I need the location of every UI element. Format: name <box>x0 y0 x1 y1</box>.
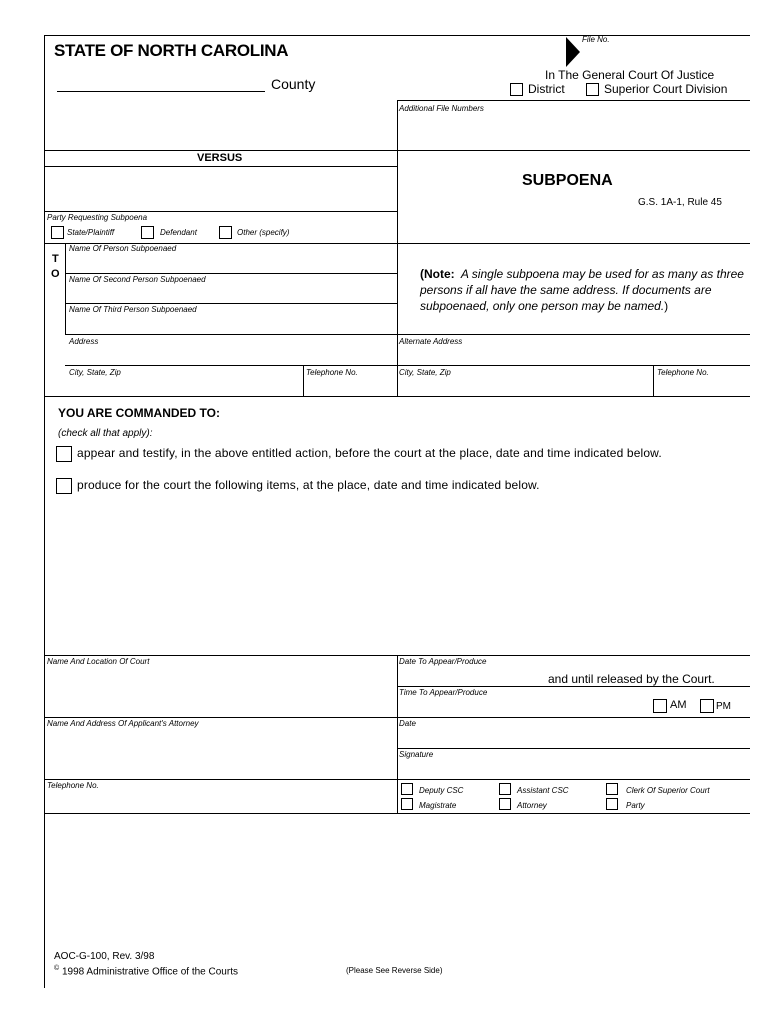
note-suffix: ) <box>664 299 669 313</box>
magistrate-label: Magistrate <box>419 801 457 810</box>
deputy-csc-label: Deputy CSC <box>419 786 464 795</box>
to-letter-o: O <box>51 268 60 280</box>
copyright-line <box>54 965 238 977</box>
attorney-telephone-label: Telephone No. <box>47 781 99 790</box>
check-all-instruction: (check all that apply): <box>58 428 153 439</box>
person2-label: Name Of Second Person Subpoenaed <box>69 275 206 284</box>
district-label: District <box>528 82 565 96</box>
defendant-checkbox[interactable] <box>141 226 154 239</box>
other-checkbox[interactable] <box>219 226 232 239</box>
until-released-text: and until released by the Court. <box>548 672 715 686</box>
note-text: A single subpoena may be used for as many as three persons if all have the same address. If documents are subpoenaed, only one person may be named. <box>420 267 744 313</box>
subpoena-title: SUBPOENA <box>522 172 613 189</box>
file-no-label: File No. <box>582 35 610 44</box>
subpoena-note <box>420 266 750 314</box>
court-location-label: Name And Location Of Court <box>47 657 150 666</box>
district-checkbox[interactable] <box>510 83 523 96</box>
person3-label: Name Of Third Person Subpoenaed <box>69 305 197 314</box>
reverse-side-note: (Please See Reverse Side) <box>346 966 443 975</box>
attorney-checkbox[interactable] <box>499 798 511 810</box>
address-label: Address <box>69 337 99 346</box>
versus-label: VERSUS <box>197 152 243 164</box>
pm-label: PM <box>716 701 731 712</box>
court-title: In The General Court Of Justice <box>545 68 715 82</box>
pm-checkbox[interactable] <box>700 699 714 713</box>
file-no-arrow-icon <box>566 37 580 67</box>
assistant-csc-label: Assistant CSC <box>517 786 569 795</box>
state-title: STATE OF NORTH CAROLINA <box>54 41 289 60</box>
alt-telephone-label: Telephone No. <box>657 368 709 377</box>
date-signed-label: Date <box>399 719 416 728</box>
other-specify-label: Other (specify) <box>237 228 290 237</box>
appear-testify-label: appear and testify, in the above entitled action, before the court at the place, date and time indicated below. <box>77 446 662 460</box>
produce-items-label: produce for the court the following items, at the place, date and time indicated below. <box>77 478 540 492</box>
alternate-address-label: Alternate Address <box>399 337 463 346</box>
defendant-label: Defendant <box>160 228 197 237</box>
party-requesting-label: Party Requesting Subpoena <box>47 213 148 222</box>
additional-file-numbers-label: Additional File Numbers <box>399 104 484 113</box>
clerk-superior-court-label: Clerk Of Superior Court <box>626 786 710 795</box>
signature-label: Signature <box>399 750 434 759</box>
form-number: AOC-G-100, Rev. 3/98 <box>54 951 155 962</box>
am-label: AM <box>670 699 687 711</box>
party-option-label: Party <box>626 801 645 810</box>
magistrate-checkbox[interactable] <box>401 798 413 810</box>
attorney-option-label: Attorney <box>517 801 547 810</box>
county-label: County <box>271 76 316 92</box>
to-letter-t: T <box>52 253 59 265</box>
party-checkbox[interactable] <box>606 798 618 810</box>
statute-reference: G.S. 1A-1, Rule 45 <box>638 197 722 208</box>
commanded-title: YOU ARE COMMANDED TO: <box>58 406 220 420</box>
am-checkbox[interactable] <box>653 699 667 713</box>
state-plaintiff-label: State/Plaintiff <box>67 228 115 237</box>
county-input-line[interactable] <box>57 91 265 92</box>
copyright-symbol: © <box>54 965 60 972</box>
person1-label: Name Of Person Subpoenaed <box>69 244 177 253</box>
state-plaintiff-checkbox[interactable] <box>51 226 64 239</box>
appear-testify-checkbox[interactable] <box>56 446 72 462</box>
superior-court-label: Superior Court Division <box>604 82 728 96</box>
alt-city-state-zip-label: City, State, Zip <box>399 368 451 377</box>
date-to-appear-label: Date To Appear/Produce <box>399 657 487 666</box>
superior-court-checkbox[interactable] <box>586 83 599 96</box>
produce-items-checkbox[interactable] <box>56 478 72 494</box>
city-state-zip-label: City, State, Zip <box>69 368 121 377</box>
assistant-csc-checkbox[interactable] <box>499 783 511 795</box>
telephone-label: Telephone No. <box>306 368 358 377</box>
time-to-appear-label: Time To Appear/Produce <box>399 688 488 697</box>
note-prefix: (Note: <box>420 267 455 281</box>
clerk-superior-court-checkbox[interactable] <box>606 783 618 795</box>
attorney-label: Name And Address Of Applicant's Attorney <box>47 719 199 728</box>
copyright-text: 1998 Administrative Office of the Courts <box>61 966 238 978</box>
deputy-csc-checkbox[interactable] <box>401 783 413 795</box>
